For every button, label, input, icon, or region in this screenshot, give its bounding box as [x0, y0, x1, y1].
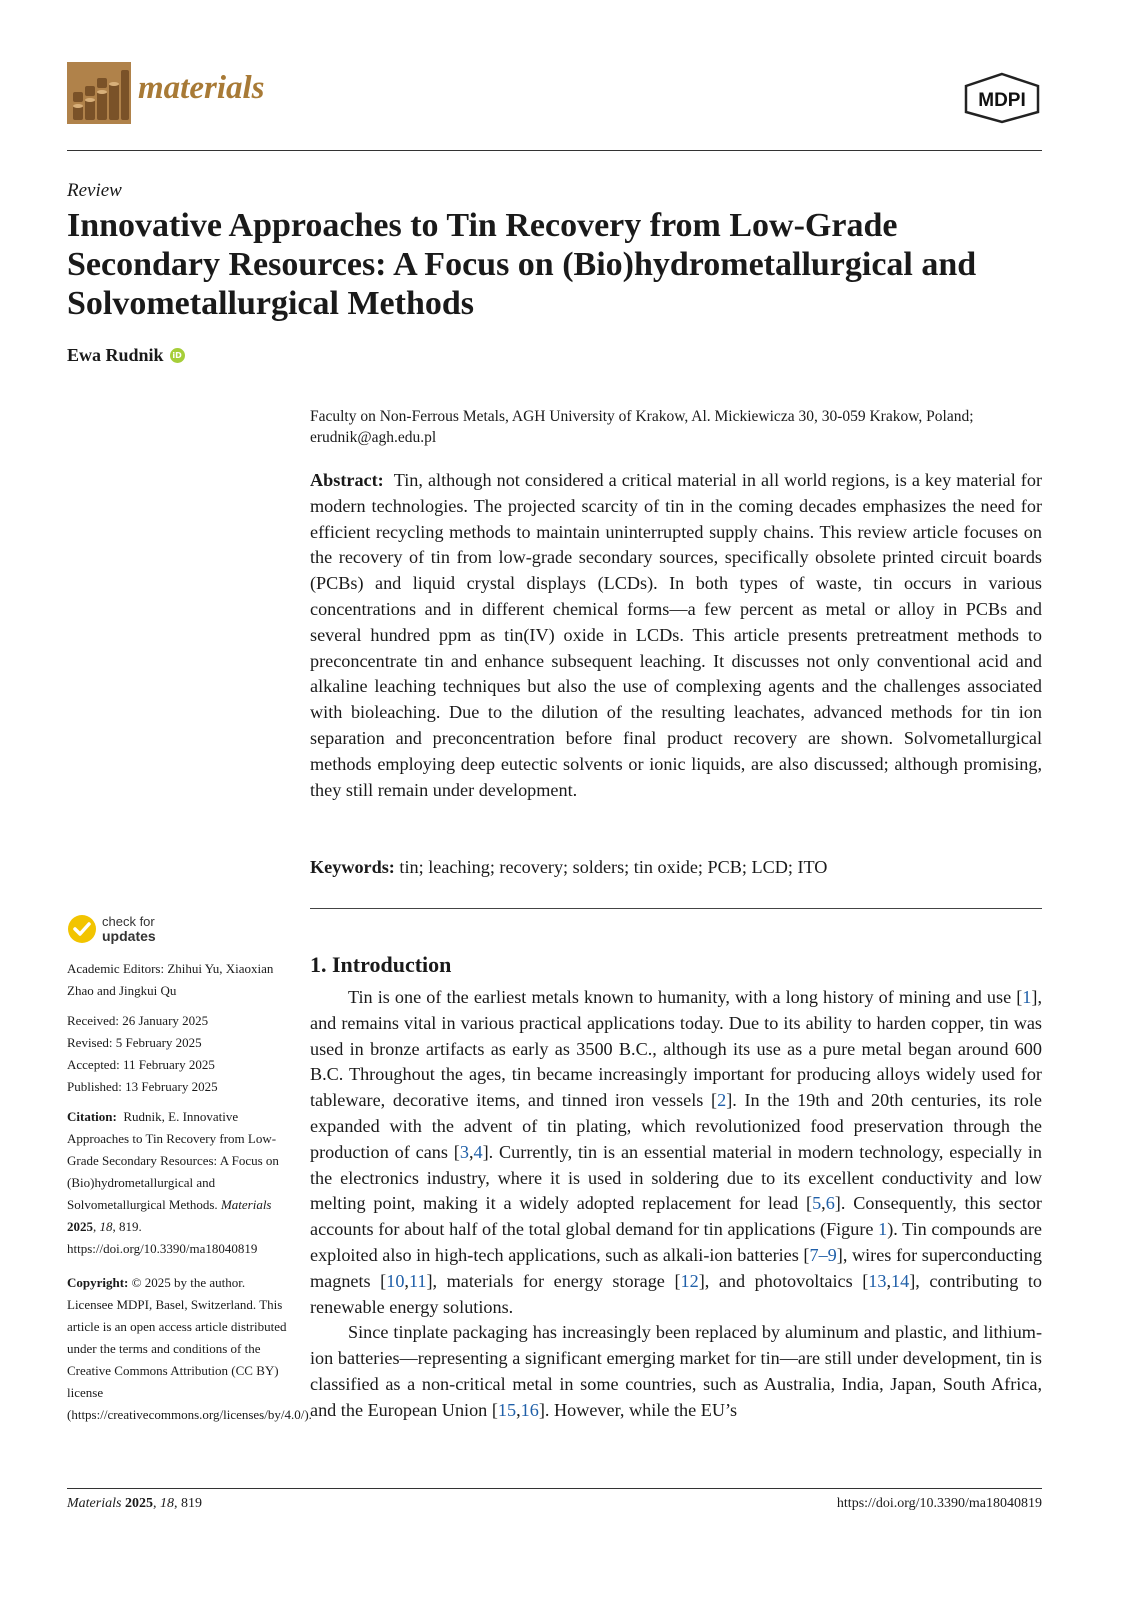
ref-link[interactable]: 4 [473, 1141, 483, 1162]
footer-article-number: , 819 [173, 1496, 202, 1511]
text-run: ]. Consequently, this sector accounts for about half of the total global demand for tin applications (Figure [310, 1193, 1042, 1240]
text-run: , [516, 1399, 521, 1420]
keywords-text: tin; leaching; recovery; solders; tin oxide; PCB; LCD; ITO [399, 857, 828, 877]
abstract [310, 468, 1042, 803]
check-for-updates-badge[interactable] [67, 914, 156, 944]
text-run: ], and remains vital in various practical applications today. Due to its ability to harden copper, tin was used in bronze artifacts as early as 3500 B.C., although its use as a pure metal began around 600 B.C. Throughout the ages, tin became increasingly important for producing alloys widely used for tableware, decorative items, and tinned iron vessels [ [310, 987, 1042, 1111]
check-updates-line2: updates [102, 928, 156, 944]
citation-year: 2025 [67, 1219, 93, 1234]
ref-link[interactable]: 15 [497, 1399, 517, 1420]
introduction-body [310, 985, 1042, 1424]
text-run: Tin is one of the earliest metals known to humanity, with a long history of mining and use [ [348, 987, 1023, 1007]
publication-dates [67, 1010, 289, 1098]
ref-link[interactable]: 7–9 [809, 1244, 837, 1265]
abstract-label: Abstract: [310, 470, 384, 490]
citation-text: Rudnik, E. Innovative Approaches to Tin Recovery from Low-Grade Secondary Resources: A Focus on (Bio)hydrometallurgical and Solvometallurgical Methods. [67, 1109, 279, 1212]
figure-link[interactable]: 1 [878, 1219, 888, 1240]
ref-link[interactable]: 1 [1022, 987, 1032, 1007]
journal-name: materials [138, 70, 265, 106]
citation-journal: Materials [220, 1197, 272, 1212]
citation-label: Citation: [67, 1109, 117, 1124]
ref-link[interactable]: 5 [812, 1193, 822, 1214]
date-revised: Revised: 5 February 2025 [67, 1035, 202, 1050]
journal-logo [67, 62, 131, 124]
text-run: ], materials for energy storage [ [426, 1270, 681, 1291]
ref-link[interactable]: 12 [680, 1270, 699, 1291]
footer-year: 2025 [124, 1496, 153, 1511]
article-title: Innovative Approaches to Tin Recovery from Low-Grade Secondary Resources: A Focus on (Bio)hydrometallurgical and Solvometallurgical Methods [67, 207, 977, 322]
citation-doi[interactable]: , 819. https://doi.org/10.3390/ma18040819 [67, 1219, 258, 1256]
date-accepted: Accepted: 11 February 2025 [67, 1057, 215, 1072]
copyright-label: Copyright: [67, 1275, 129, 1290]
section-heading-introduction: 1. Introduction [310, 952, 452, 977]
abstract-divider [310, 908, 1042, 909]
mdpi-logo-text: MDPI [978, 90, 1026, 111]
check-updates-label [102, 915, 156, 943]
text-run: ], and photovoltaics [ [698, 1270, 869, 1291]
ref-link[interactable]: 14 [891, 1270, 910, 1291]
ref-link[interactable]: 6 [825, 1193, 835, 1214]
citation: Citation: Rudnik, E. Innovative Approaches to Tin Recovery from Low-Grade Secondary Resources: A Focus on (Bio)hydrometallurgical and Solvometallurgical Methods. Materials 2025, 18, 819. https://doi.org/10.3390/ma18040819 [67, 1109, 279, 1256]
ref-link[interactable]: 10 [386, 1270, 405, 1291]
keywords [310, 855, 1042, 881]
footer-divider [67, 1488, 1042, 1489]
intro-paragraph-1 [310, 985, 1042, 1320]
ref-link[interactable]: 13 [868, 1270, 887, 1291]
affiliation-email[interactable]: erudnik@agh.edu.pl [310, 429, 437, 446]
text-run: ]. Currently, tin is an essential material in modern technology, especially in the electronics industry, where it is used in soldering due to its excellent conductivity and low melting point, making it a widely adopted replacement for lead [ [310, 1141, 1042, 1214]
author-line [67, 345, 185, 366]
ref-link[interactable]: 2 [717, 1090, 727, 1111]
text-run: , [468, 1141, 474, 1162]
footer-citation: Materials 2025, 18, 819 [67, 1496, 202, 1511]
footer-journal: Materials [67, 1496, 122, 1511]
ref-link[interactable]: 11 [408, 1270, 427, 1291]
abstract-text: Tin, although not considered a critical material in all world regions, is a key material for modern technologies. The projected scarcity of tin in the coming decades emphasizes the need for efficient recycling methods to maintain uninterrupted supply chains. This review article focuses on the recovery of tin from low-grade secondary sources, specifically obsolete printed circuit boards (PCBs) and liquid crystal displays (LCDs). In both types of waste, tin occurs in various concentrations and in different chemical forms—a few percent as metal or alloy in PCBs and several hundred ppm as tin(IV) oxide in LCDs. This article presents pretreatment methods to preconcentrate tin and enhance subsequent leaching. It discusses not only conventional acid and alkaline leaching techniques but also the use of complexing agents and the challenges associated with bioleaching. Due to the dilution of the resulting leachates, advanced methods for tin ion separation and preconcentration before final product recovery are shown. Solvometallurgical methods employing deep eutectic solvents or ionic liquids, are also discussed; although promising, they still remain under development. [310, 470, 1042, 800]
mdpi-logo [962, 72, 1042, 124]
orcid-icon[interactable]: iD [170, 348, 185, 363]
academic-editors: Academic Editors: Zhihui Yu, Xiaoxian Zhao and Jingkui Qu [67, 961, 274, 998]
copyright-text: © 2025 by the author. Licensee MDPI, Basel, Switzerland. This article is an open access article distributed under the terms and conditions of the Creative Commons Attribution (CC BY) license (https://creativecommons.org/licenses/by/4.0/). [67, 1275, 312, 1422]
text-run: , [404, 1270, 409, 1291]
citation-volume: 18 [99, 1219, 113, 1234]
keywords-label: Keywords: [310, 857, 395, 877]
copyright [67, 1272, 312, 1426]
ref-link[interactable]: 16 [520, 1399, 539, 1420]
check-updates-line1: check for [102, 914, 155, 929]
text-run: ]. However, while the EU’s [538, 1399, 738, 1420]
author-name: Ewa Rudnik [67, 345, 164, 365]
article-type: Review [67, 180, 122, 201]
footer-volume: 18 [159, 1496, 174, 1511]
text-run: ], wires for superconducting magnets [ [310, 1244, 1042, 1291]
text-run: , [821, 1193, 826, 1214]
text-run: , [886, 1270, 892, 1291]
intro-paragraph-2 [310, 1320, 1042, 1423]
footer-doi-link[interactable]: https://doi.org/10.3390/ma18040819 [836, 1496, 1042, 1511]
affiliation-address: Faculty on Non-Ferrous Metals, AGH University of Krakow, Al. Mickiewicza 30, 30-059 Krakow, Poland; [310, 408, 974, 425]
ref-link[interactable]: 3 [459, 1141, 469, 1162]
date-published: Published: 13 February 2025 [67, 1079, 218, 1094]
text-run: ], contributing to renewable energy solutions. [310, 1270, 1042, 1317]
affiliation [310, 406, 1042, 448]
header-divider [67, 150, 1042, 151]
text-run: ]. In the 19th and 20th centuries, its role expanded with the advent of tin plating, which revolutionized food preservation through the production of cans [ [310, 1090, 1042, 1162]
check-updates-icon [67, 914, 97, 944]
text-run: ). Tin compounds are exploited also in high-tech applications, such as alkali-ion batteries [ [310, 1219, 1043, 1265]
date-received: Received: 26 January 2025 [67, 1013, 209, 1028]
text-run: Since tinplate packaging has increasingly been replaced by aluminum and plastic, and lithium-ion batteries—representing a significant emerging market for tin—are still under development, tin is classified as a non-critical metal in some countries, such as Australia, India, Japan, South Africa, and the European Union [ [310, 1322, 1042, 1420]
